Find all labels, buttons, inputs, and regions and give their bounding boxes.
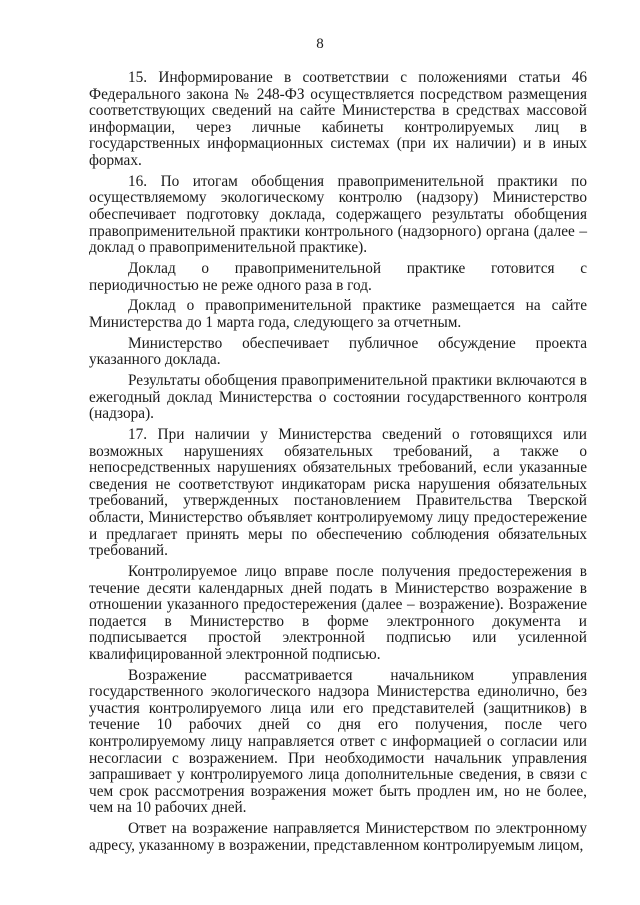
paragraph-15: 15. Информирование в соответствии с положениями статьи 46 Федерального закона № 248-ФЗ осуществляется посредством размещения соответствующих сведений на сайте Министерства в средствах массовой информации, через личные кабинеты контролируемых лиц в государственных информационных системах (при их наличии) и в иных формах. bbox=[89, 69, 587, 169]
paragraph-objection-review: Возражение рассматривается начальником управления государственного экологического надзора Министерства единолично, без участия контролируемого лица или его представителей (защитников) в течение 10 рабочих дней со дня его получения, после чего контролируемому лицу направляется ответ с информацией о согласии или несогласии с возражением. При необходимости начальник управления запрашивает у контролируемого лица дополнительные сведения, в связи с чем срок рассмотрения возражения может быть продлен им, но не более, чем на 10 рабочих дней. bbox=[89, 666, 587, 817]
paragraph-objection-response: Ответ на возражение направляется Министерством по электронному адресу, указанному в возражении, представленном контролируемым лицом, bbox=[89, 820, 587, 854]
page-number: 8 bbox=[316, 36, 324, 52]
paragraph-annual-report: Результаты обобщения правоприменительной практики включаются в ежегодный доклад Министерства о состоянии государственного контроля (надзора). bbox=[89, 372, 587, 423]
document-body bbox=[89, 70, 587, 854]
paragraph-16: 16. По итогам обобщения правоприменительной практики по осуществляемому экологическому контролю (надзору) Министерство обеспечивает подготовку доклада, содержащего результаты обобщения правоприменительной практики контрольного (надзорного) органа (далее – доклад о правоприменительной практике). bbox=[89, 172, 587, 257]
paragraph-objection-right: Контролируемое лицо вправе после получения предостережения в течение десяти календарных дней подать в Министерство возражение в отношении указанного предостережения (далее – возражение). Возражение подается в Министерство в форме электронного документа и подписывается простой электронной подписью или усиленной квалифицированной электронной подписью. bbox=[89, 562, 587, 663]
paragraph-report-publication: Доклад о правоприменительной практике размещается на сайте Министерства до 1 марта года, следующего за отчетным. bbox=[89, 297, 587, 331]
paragraph-17: 17. При наличии у Министерства сведений о готовящихся или возможных нарушениях обязательных требований, а также о непосредственных нарушениях обязательных требований, если указанные сведения не соответствуют индикаторам риска нарушения обязательных требований, утвержденных постановлением Правительства Тверской области, Министерство объявляет контролируемому лицу предостережение и предлагает принять меры по обеспечению соблюдения обязательных требований. bbox=[89, 426, 587, 560]
paragraph-report-frequency: Доклад о правоприменительной практике готовится с периодичностью не реже одного раза в год. bbox=[89, 259, 587, 294]
paragraph-public-discussion: Министерство обеспечивает публичное обсуждение проекта указанного доклада. bbox=[89, 334, 587, 369]
